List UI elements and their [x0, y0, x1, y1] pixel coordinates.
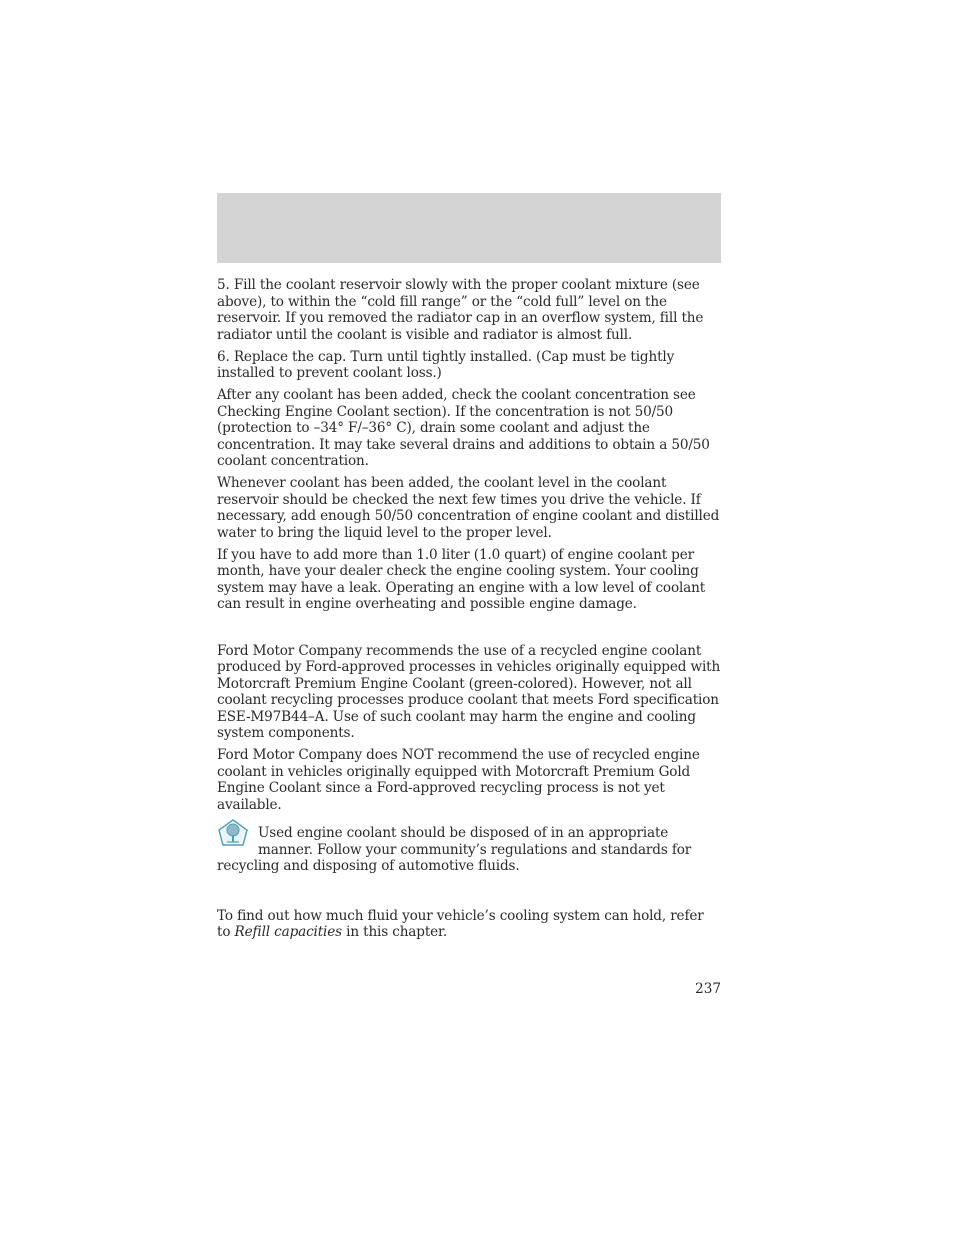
- page-content: [217, 277, 721, 946]
- environment-note-text: Used engine coolant should be disposed of in an appropriate manner. Follow your community’s regulations and standards for recycling and disposing of automotive fluids.: [217, 825, 692, 874]
- paragraph-fill-reservoir: 5. Fill the coolant reservoir slowly with the proper coolant mixture (see above), to within the “cold fill range” or the “cold full” level on the reservoir. If you removed the radiator cap in an overflow system, fill the radiator until the coolant is visible and radiator is almost full.: [217, 277, 704, 343]
- paragraph-leak-warning: If you have to add more than 1.0 liter (1.0 quart) of engine coolant per month, have your dealer check the engine cooling system. Your cooling system may have a leak. Operating an engine with a low level of coolant can result in engine overheating and possible engine damage.: [217, 546, 706, 612]
- paragraph-replace-cap: 6. Replace the cap. Turn until tightly installed. (Cap must be tightly installed to prevent coolant loss.): [217, 348, 675, 381]
- environment-note: [217, 825, 721, 875]
- paragraph-capacity: [217, 908, 721, 941]
- recycle-tree-icon: [217, 819, 249, 847]
- refill-capacities-reference: Refill capacities: [234, 924, 342, 940]
- capacity-text-after: in this chapter.: [341, 924, 448, 940]
- paragraph-recycled-gold: Ford Motor Company does NOT recommend the use of recycled engine coolant in vehicles originally equipped with Motorcraft Premium Gold Engine Coolant since a Ford-approved recycling process is not yet available.: [217, 747, 700, 813]
- section-header-band: [217, 193, 721, 263]
- paragraph-check-level: Whenever coolant has been added, the coolant level in the coolant reservoir should be checked the next few times you drive the vehicle. If necessary, add enough 50/50 concentration of engine coolant and distilled water to bring the liquid level to the proper level.: [217, 475, 720, 541]
- paragraph-check-concentration: After any coolant has been added, check the coolant concentration see Checking Engine Coolant section). If the concentration is not 50/50 (protection to –34° F/–36° C), drain some coolant and adjust the concentration. It may take several drains and additions to obtain a 50/50 coolant concentration.: [217, 387, 710, 469]
- page-number: 237: [695, 981, 721, 997]
- capacity-text-before: To find out how much fluid your vehicle’s cooling system can hold, refer to: [217, 907, 704, 940]
- paragraph-recycled-coolant: Ford Motor Company recommends the use of a recycled engine coolant produced by Ford-approved processes in vehicles originally equipped with Motorcraft Premium Engine Coolant (green-colored). However, not all coolant recycling processes produce coolant that meets Ford specification ESE-M97B44–A. Use of such coolant may harm the engine and cooling system components.: [217, 642, 721, 741]
